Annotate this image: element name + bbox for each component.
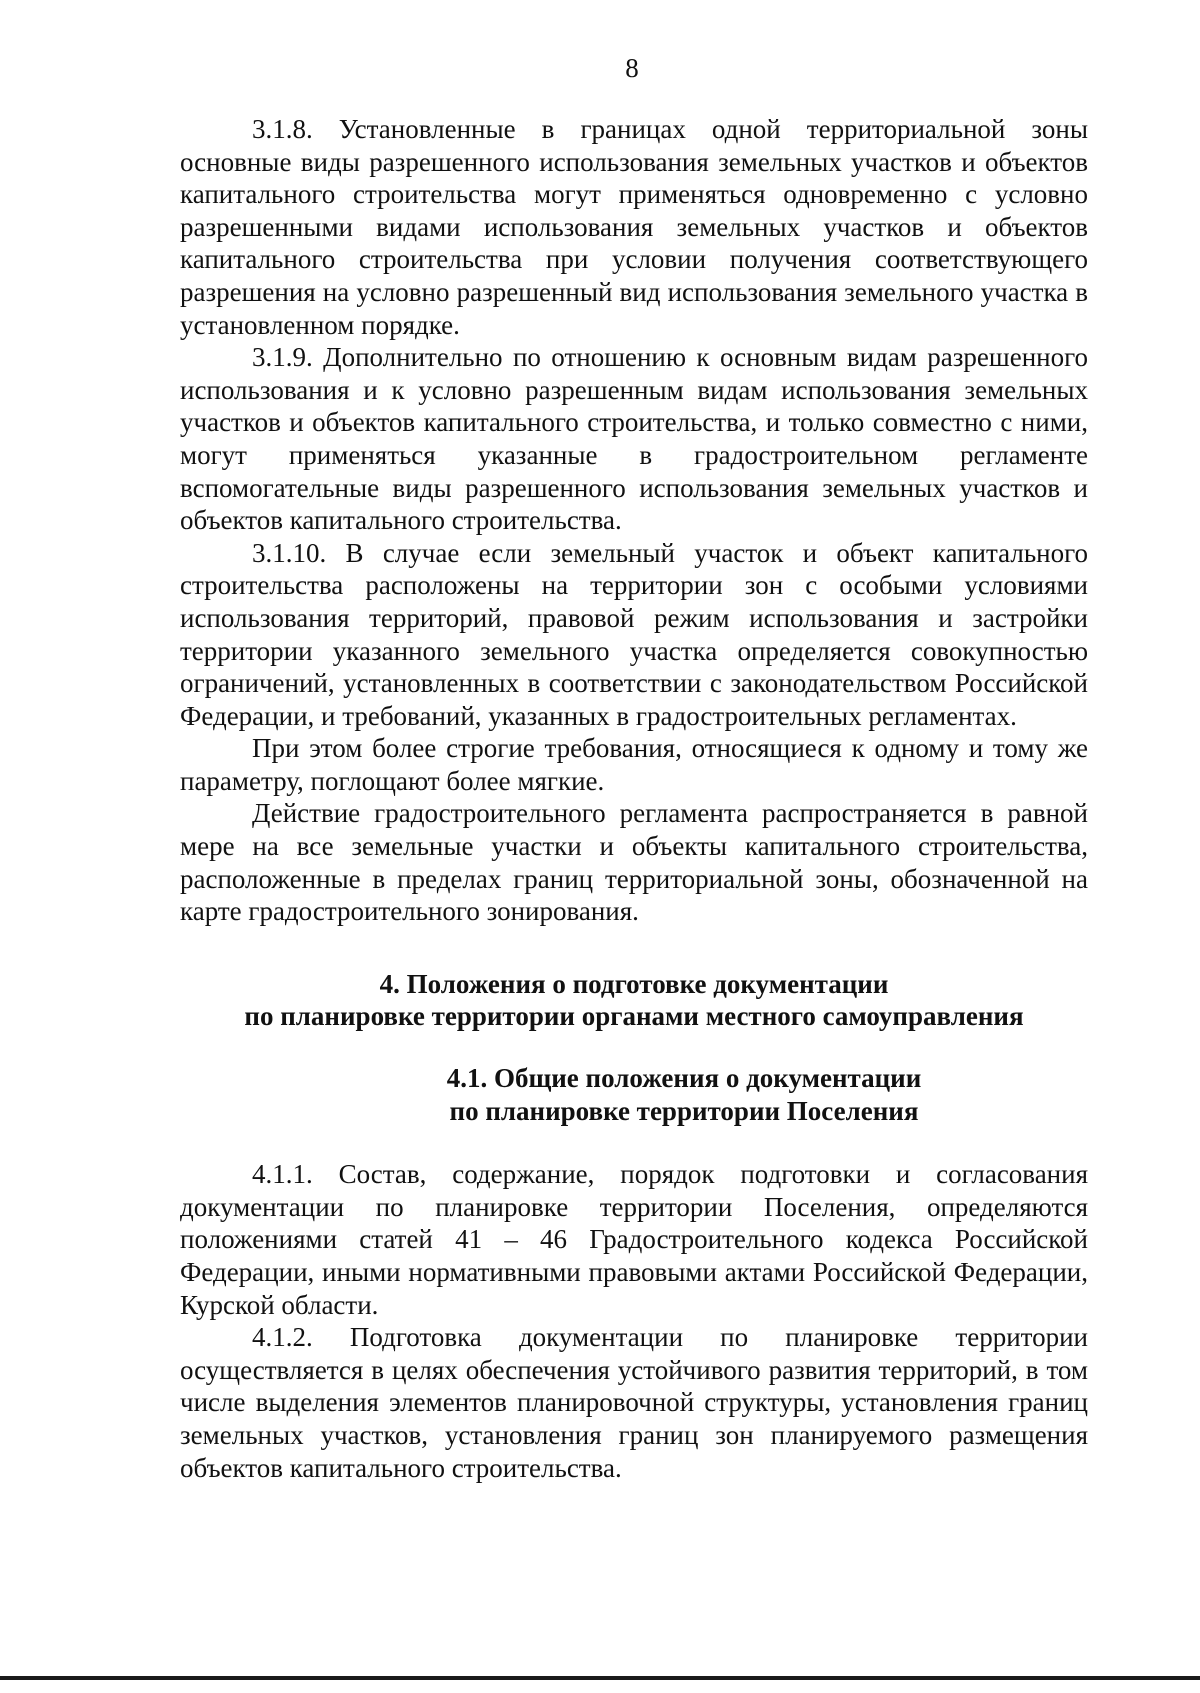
paragraph-4-1-2: 4.1.2. Подготовка документации по планировке территории осуществляется в целях обеспечения устойчивого развития территорий, в том числе выделения элементов планировочной структуры, установления границ земельных участков, установления границ зон планируемого размещения объектов капитального строительства. <box>180 1322 1088 1483</box>
paragraph-3-1-9: 3.1.9. Дополнительно по отношению к основным видам разрешенного использования и к условно разрешенным видам использования земельных участков и объектов капитального строительства, и только совместно с ними, могут применяться указанные в градостроительном регламенте вспомогательные виды разрешенного использования земельных участков и объектов капитального строительства. <box>180 342 1088 536</box>
paragraph-3-1-10: 3.1.10. В случае если земельный участок и объект капитального строительства расположены на территории зон с особыми условиями использования территорий, правовой режим использования и застройки территории указанного земельного участка определяется совокупностью ограничений, установленных в соответствии с законодательством Российской Федерации, и требований, указанных в градостроительных регламентах. <box>180 537 1088 731</box>
subsection-4-1-heading-line2: по планировке территории Поселения <box>449 1095 919 1126</box>
document-body <box>180 113 1088 1484</box>
bottom-divider <box>0 1676 1200 1680</box>
subsection-4-1-heading <box>180 1062 1088 1127</box>
paragraph-4-1-1: 4.1.1. Состав, содержание, порядок подготовки и согласования документации по планировке территории Поселения, определяются положениями статей 41 – 46 Градостроительного кодекса Российской Федерации, иными нормативными правовыми актами Российской Федерации, Курской области. <box>180 1159 1088 1320</box>
section-4-heading-line1: 4. Положения о подготовке документации <box>379 968 889 999</box>
subsection-4-1-heading-line1: 4.1. Общие положения о документации <box>446 1063 922 1094</box>
paragraph-3-1-8: 3.1.8. Установленные в границах одной территориальной зоны основные виды разрешенного использования земельных участков и объектов капитального строительства могут применяться одновременно с условно разрешенными видами использования земельных участков и объектов капитального строительства при условии получения соответствующего разрешения на условно разрешенный вид использования земельного участка в установленном порядке. <box>180 114 1088 340</box>
paragraph-strict-requirements: При этом более строгие требования, относящиеся к одному и тому же параметру, поглощают более мягкие. <box>180 733 1088 796</box>
paragraph-regulation-scope: Действие градостроительного регламента распространяется в равной мере на все земельные участки и объекты капитального строительства, расположенные в пределах границ территориальной зоны, обозначенной на карте градостроительного зонирования. <box>180 798 1088 927</box>
section-4-heading <box>180 968 1088 1033</box>
section-4-heading-line2: по планировке территории органами местного самоуправления <box>244 1001 1024 1032</box>
page-number: 8 <box>625 53 639 83</box>
